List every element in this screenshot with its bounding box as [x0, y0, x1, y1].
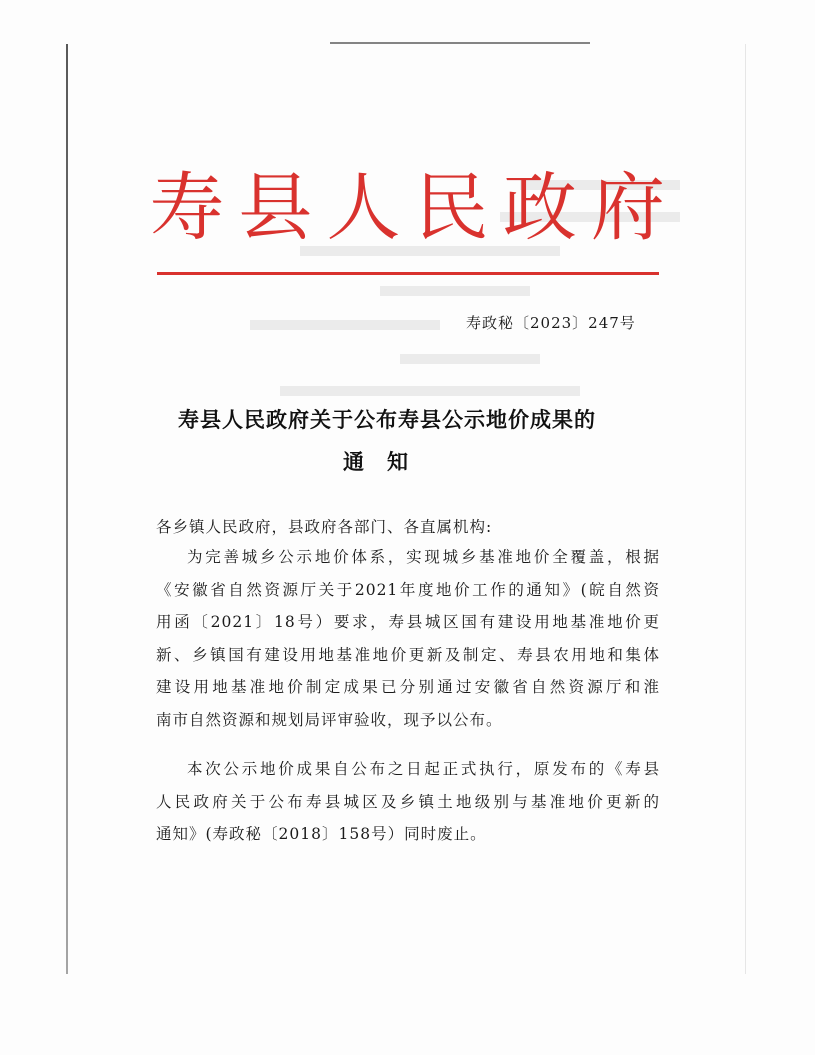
masthead-char: 民: [414, 165, 489, 251]
red-separator-rule: [157, 272, 659, 275]
addressee: 各乡镇人民政府，县政府各部门、各直属机构:: [156, 518, 493, 536]
body-paragraph-2: [156, 753, 660, 851]
paragraph-line: 建设用地基准地价制定成果已分别通过安徽省自然资源厅和淮: [156, 678, 660, 696]
paragraph-line: 人民政府关于公布寿县城区及乡镇土地级别与基准地价更新的: [156, 792, 660, 811]
paragraph-line: 南市自然资源和规划局评审验收，现予以公布。: [156, 710, 503, 729]
document-title-line-2: 通 知: [343, 449, 409, 474]
document-number: 寿政秘〔2023〕247号: [466, 314, 636, 332]
bleed-through-mark: [400, 354, 540, 364]
paragraph-line: 本次公示地价成果自公布之日起正式执行，原发布的《寿县: [187, 760, 660, 778]
paragraph-line: 《安徽省自然资源厅关于2021年度地价工作的通知》(皖自然资: [156, 580, 660, 599]
bleed-through-mark: [250, 320, 440, 330]
paragraph-line: 用函〔2021〕18号）要求，寿县城区国有建设用地基准地价更: [156, 613, 660, 631]
body-paragraph-1: [156, 541, 660, 736]
masthead-char: 县: [238, 165, 313, 251]
paragraph-line: 通知》(寿政秘〔2018〕158号）同时废止。: [156, 825, 487, 843]
document-title-line-1: 寿县人民政府关于公布寿县公示地价成果的: [178, 407, 596, 432]
masthead-char: 人: [326, 165, 401, 251]
scan-edge-top: [330, 42, 590, 44]
masthead-char: 寿: [150, 165, 224, 251]
bleed-through-mark: [280, 386, 580, 396]
scan-edge-right: [745, 44, 746, 974]
masthead-char: 府: [590, 165, 665, 251]
paragraph-line: 为完善城乡公示地价体系，实现城乡基准地价全覆盖，根据: [187, 548, 660, 566]
bleed-through-mark: [380, 286, 530, 296]
masthead-char: 政: [502, 165, 577, 251]
scan-edge-left: [66, 44, 68, 974]
masthead: [150, 160, 665, 256]
paragraph-line: 新、乡镇国有建设用地基准地价更新及制定、寿县农用地和集体: [156, 645, 660, 664]
